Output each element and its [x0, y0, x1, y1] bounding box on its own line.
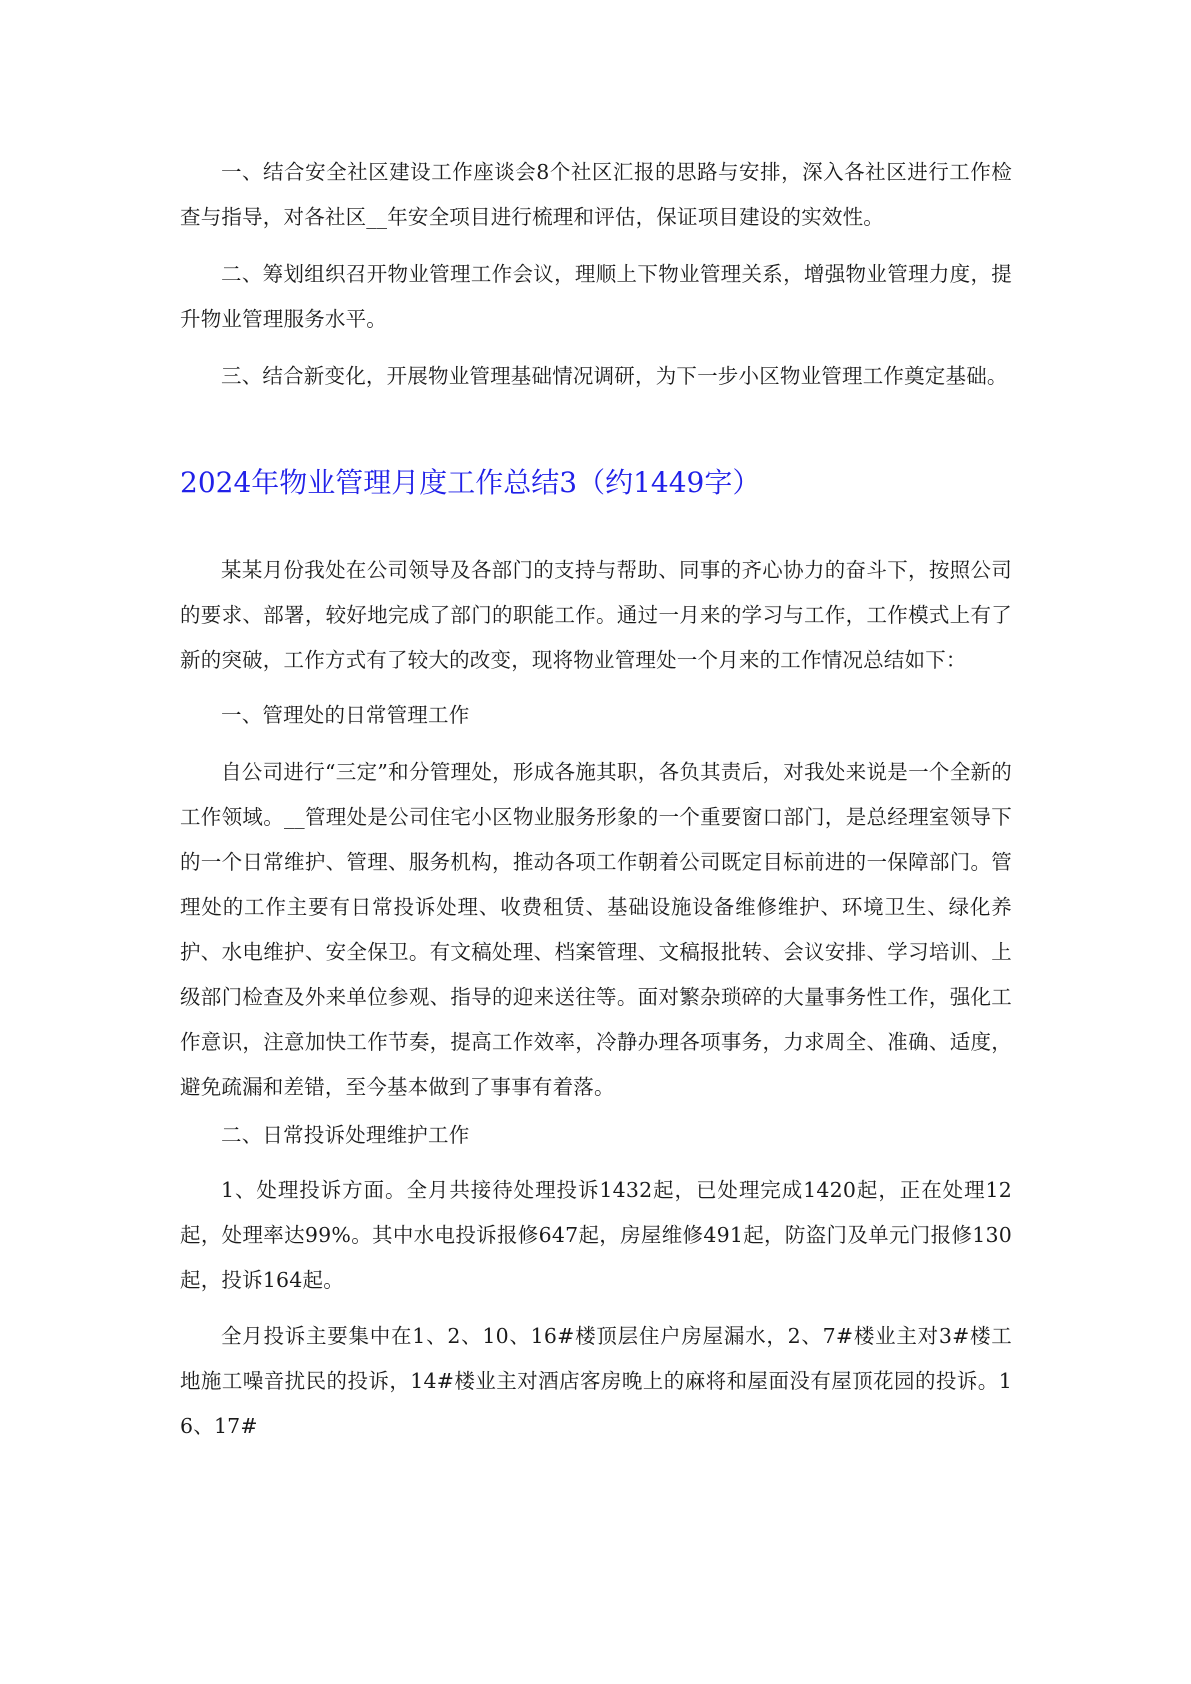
subheading-complaint-handling: 二、日常投诉处理维护工作 [221, 1123, 470, 1147]
body-paragraph-complaint-stats: 1、处理投诉方面。全月共接待处理投诉1432起，已处理完成1420起，正在处理12起，处理率达99%。其中水电投诉报修647起，房屋维修491起，防盗门及单元门报修130起，投诉164起。 [180, 1178, 1012, 1292]
intro-paragraph-2: 二、筹划组织召开物业管理工作会议，理顺上下物业管理关系，增强物业管理力度，提升物业管理服务水平。 [180, 262, 1012, 331]
section-title: 2024年物业管理月度工作总结3（约1449字） [180, 466, 761, 499]
body-paragraph-opening: 某某月份我处在公司领导及各部门的支持与帮助、同事的齐心协力的奋斗下，按照公司的要求、部署，较好地完成了部门的职能工作。通过一月来的学习与工作，工作模式上有了新的突破，工作方式有了较大的改变，现将物业管理处一个月来的工作情况总结如下： [180, 558, 1012, 672]
body-paragraph-daily-management: 自公司进行“三定”和分管理处，形成各施其职，各负其责后，对我处来说是一个全新的工作领域。__管理处是公司住宅小区物业服务形象的一个重要窗口部门，是总经理室领导下的一个日常维护、管理、服务机构，推动各项工作朝着公司既定目标前进的一保障部门。管理处的工作主要有日常投诉处理、收费租赁、基础设施设备维修维护、环境卫生、绿化养护、水电维护、安全保卫。有文稿处理、档案管理、文稿报批转、会议安排、学习培训、上级部门检查及外来单位参观、指导的迎来送往等。面对繁杂琐碎的大量事务性工作，强化工作意识，注意加快工作节奏，提高工作效率，冷静办理各项事务，力求周全、准确、适度，避免疏漏和差错，至今基本做到了事事有着落。 [180, 760, 1012, 1099]
intro-paragraph-1: 一、结合安全社区建设工作座谈会8个社区汇报的思路与安排，深入各社区进行工作检查与指导，对各社区__年安全项目进行梳理和评估，保证项目建设的实效性。 [180, 160, 1012, 229]
intro-paragraph-3: 三、结合新变化，开展物业管理基础情况调研，为下一步小区物业管理工作奠定基础。 [221, 364, 1008, 388]
subheading-daily-management: 一、管理处的日常管理工作 [221, 703, 470, 727]
body-paragraph-complaint-details: 全月投诉主要集中在1、2、10、16#楼顶层住户房屋漏水，2、7#楼业主对3#楼工地施工噪音扰民的投诉，14#楼业主对酒店客房晚上的麻将和屋面没有屋顶花园的投诉。16、17# [180, 1324, 1012, 1438]
